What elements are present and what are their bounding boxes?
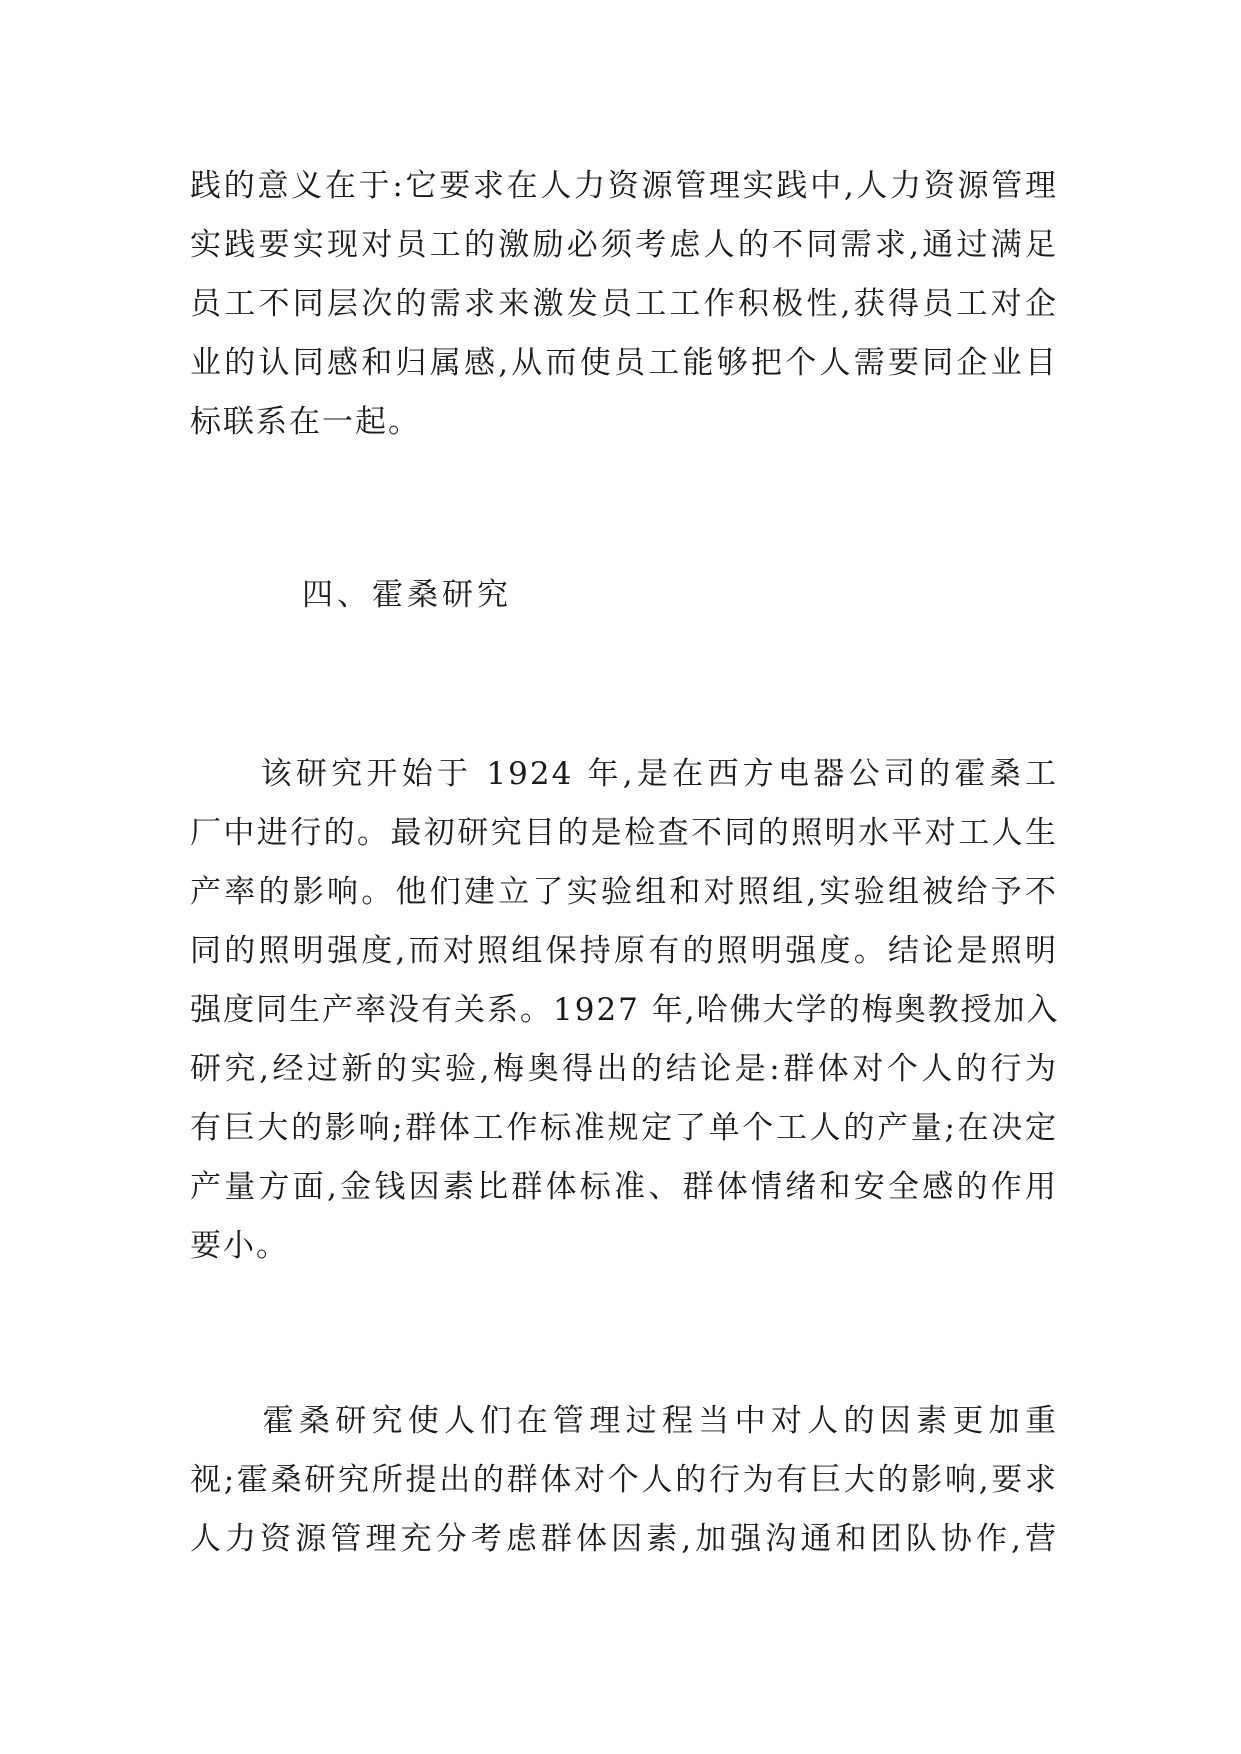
paragraph-hawthorne-study [190,745,1058,1276]
text-line: 同的照明强度,而对照组保持原有的照明强度。结论是照明 [190,933,1058,969]
text-line: 霍桑研究使人们在管理过程当中对人的因素更加重 [190,1403,1058,1439]
text-line: 员工不同层次的需求来激发员工工作积极性,获得员工对企 [190,286,1058,322]
text-line: 该研究开始于 1924 年,是在西方电器公司的霍桑工 [190,756,1058,792]
text-line: 产率的影响。他们建立了实验组和对照组,实验组被给予不 [190,874,1058,910]
text-line: 践的意义在于:它要求在人力资源管理实践中,人力资源管理 [190,168,1058,204]
text-line: 要小。 [190,1228,289,1264]
section-heading: 四、霍桑研究 [302,577,512,613]
paragraph-hawthorne-implication [190,1392,1058,1569]
text-line: 实践要实现对员工的激励必须考虑人的不同需求,通过满足 [190,227,1058,263]
text-line: 标联系在一起。 [190,404,421,440]
text-line: 研究,经过新的实验,梅奥得出的结论是:群体对个人的行为 [190,1051,1058,1087]
text-line: 视;霍桑研究所提出的群体对个人的行为有巨大的影响,要求 [190,1462,1058,1498]
text-line: 有巨大的影响;群体工作标准规定了单个工人的产量;在决定 [190,1110,1058,1146]
text-line: 强度同生产率没有关系。1927 年,哈佛大学的梅奥教授加入 [190,992,1060,1028]
text-line: 产量方面,金钱因素比群体标准、群体情绪和安全感的作用 [190,1169,1058,1205]
text-line: 人力资源管理充分考虑群体因素,加强沟通和团队协作,营 [190,1521,1058,1557]
paragraph-maslow-implication [190,157,1058,452]
text-line: 业的认同感和归属感,从而使员工能够把个人需要同企业目 [190,345,1058,381]
text-line: 厂中进行的。最初研究目的是检查不同的照明水平对工人生 [190,815,1058,851]
